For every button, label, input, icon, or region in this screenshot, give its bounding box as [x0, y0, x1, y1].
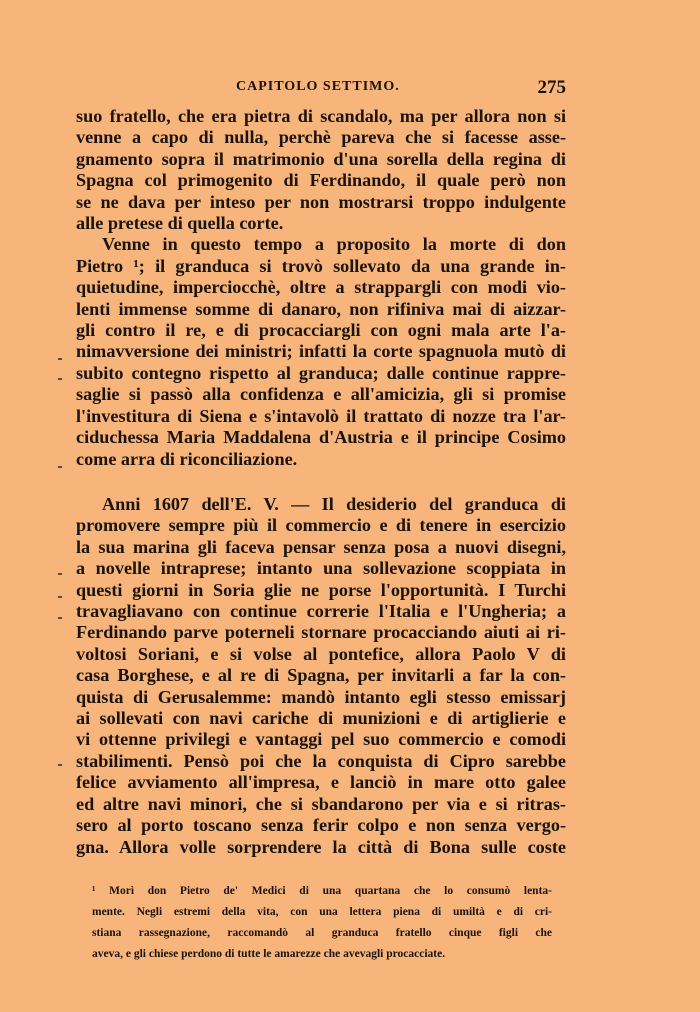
text-line: Venne in questo tempo a proposito la morte di don: [102, 234, 566, 255]
running-title: CAPITOLO SETTIMO.: [236, 79, 400, 94]
text-line: quista di Gerusalemme: mandò intanto egli stesso emissarj: [76, 686, 566, 707]
text-line: l'investitura di Siena e s'intavolò il trattato di nozze tra l'ar-: [76, 405, 566, 426]
text-line: ed altre navi minori, che si sbandarono per via e si ritras-: [76, 793, 566, 814]
text-line: se ne dava per inteso per non mostrarsi troppo indulgente: [76, 191, 566, 212]
text-line: Ferdinando parve poterneli stornare procacciando aiuti ai ri-: [76, 622, 566, 643]
margin-mark: [58, 573, 62, 575]
text-line: alle pretese di quella corte.: [76, 213, 284, 234]
main-text-top: [76, 106, 566, 470]
text-line: ciduchessa Maria Maddalena d'Austria e il principe Cosimo: [76, 427, 566, 448]
text-line: vi ottenne privilegi e vantaggi pel suo commercio e comodi: [76, 729, 566, 750]
text-line: gna. Allora volle sorprendere la città di Bona sulle coste: [76, 836, 566, 857]
text-line: Spagna col primogenito di Ferdinando, il quale però non: [76, 170, 566, 191]
text-line: felice avviamento all'impresa, e lanciò in mare otto galee: [76, 772, 566, 793]
margin-marks: [58, 0, 68, 1012]
text-line: sero al porto toscano senza ferir colpo e non senza vergo-: [76, 815, 566, 836]
margin-mark: [58, 358, 62, 360]
text-line: saglie si passò alla confidenza e all'amicizia, gli si promise: [76, 384, 566, 405]
text-line: casa Borghese, e al re di Spagna, per invitarli a far la con-: [76, 665, 566, 686]
paragraph-death-don-pietro: [76, 234, 566, 469]
text-line: nimavversione dei ministri; infatti la corte spagnuola mutò di: [76, 341, 566, 362]
text-line: subito contegno rispetto al granduca; dalle continue rappre-: [76, 362, 566, 383]
text-line: lenti immense somme di danaro, non rifiniva mai di aizzar-: [76, 298, 566, 319]
margin-mark: [58, 617, 62, 619]
text-line: quietudine, imperciocchè, oltre a strappargli con modi vio-: [76, 277, 566, 298]
text-line: questi giorni in Soria glie ne porse l'opportunità. I Turchi: [76, 579, 566, 600]
margin-mark: [58, 596, 62, 598]
text-line: a novelle intraprese; intanto una sollevazione scoppiata in: [76, 558, 566, 579]
text-line: come arra di riconciliazione.: [76, 448, 298, 469]
text-line: Pietro ¹; il granduca si trovò sollevato da una grande in-: [76, 255, 566, 276]
text-line: ai sollevati con navi cariche di munizioni e di artiglierie e: [76, 708, 566, 729]
text-line: promovere sempre più il commercio e di tenere in esercizio: [76, 515, 566, 536]
margin-mark: [58, 378, 62, 380]
page-header: [76, 79, 566, 103]
text-line: stabilimenti. Pensò poi che la conquista di Cipro sarebbe: [76, 750, 566, 771]
footnote-line: mente. Negli estremi della vita, con una lettera piena di umiltà e di cri-: [92, 906, 552, 918]
footnote: [92, 881, 552, 965]
margin-mark: [58, 466, 62, 468]
footnote-line: aveva, e gli chiese perdono di tutte le amarezze che avevagli procacciate.: [92, 948, 446, 960]
text-line: Anni 1607 dell'E. V. — Il desiderio del granduca di: [102, 494, 566, 514]
text-line: voltosi Soriani, e si volse al pontefice, allora Paolo V di: [76, 643, 566, 664]
text-line: gli contro il re, e di procacciargli con ogni mala arte l'a-: [76, 320, 566, 341]
text-line: suo fratello, che era pietra di scandalo, ma per allora non si: [76, 106, 566, 126]
paragraph-continuation: [76, 106, 566, 234]
text-line: la sua marina gli faceva pensar senza posa a nuovi disegni,: [76, 536, 566, 557]
footnote-line: ¹ Morì don Pietro de' Medici di una quartana che lo consumò lenta-: [92, 885, 552, 897]
page-number: 275: [537, 77, 566, 98]
text-line: gnamento sopra il matrimonio d'una sorella della regina di: [76, 148, 566, 169]
text-line: travagliavano con continue correrie l'Italia e l'Ungheria; a: [76, 601, 566, 622]
margin-mark: [58, 764, 62, 766]
footnote-line: stiana rassegnazione, raccomandò al granduca fratello cinque figli che: [92, 927, 552, 939]
text-line: venne a capo di nulla, perchè pareva che si facesse asse-: [76, 127, 566, 148]
paragraph-year-1607: [76, 494, 566, 858]
main-text-bottom: [76, 494, 566, 858]
